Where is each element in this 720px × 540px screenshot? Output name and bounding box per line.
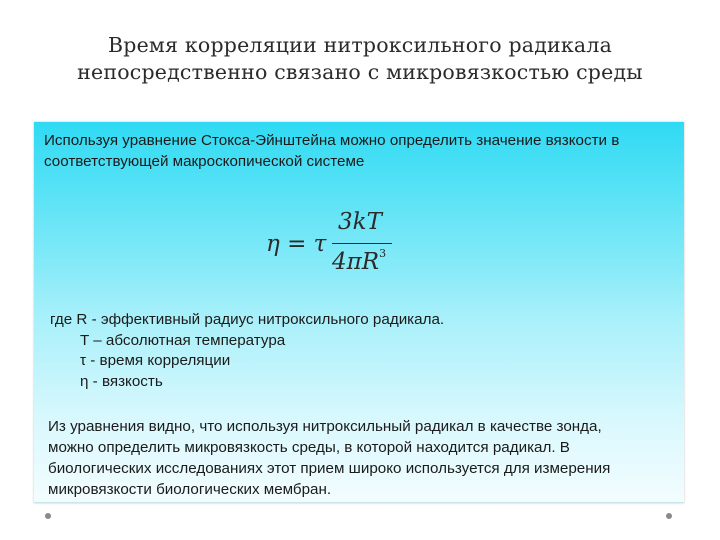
conclusion-line: можно определить микровязкость среды, в которой находится радикал. В — [48, 439, 570, 456]
definition-radius: где R - эффективный радиус нитроксильного радикала. — [50, 311, 445, 328]
conclusion-line: микровязкости биологических мембран. — [48, 481, 332, 498]
conclusion-line: биологических исследованиях этот прием широко используется для измерения — [48, 460, 611, 477]
conclusion-line: Из уравнения видно, что используя нитроксильный радикал в качестве зонда, — [48, 418, 602, 435]
definition-viscosity: η - вязкость — [80, 372, 163, 390]
content-panel — [34, 122, 684, 503]
slide-title — [60, 32, 660, 86]
slide-title-line-1: Время корреляции нитроксильного радикала — [107, 33, 612, 57]
formula-numerator: 3kT — [338, 209, 382, 235]
fraction-bar — [332, 243, 392, 244]
stokes-einstein-formula — [266, 209, 426, 279]
formula-denominator-exponent: 3 — [379, 247, 387, 260]
intro-line: соответствующей макроскопической системе — [44, 153, 365, 170]
conclusion-paragraph — [48, 416, 678, 500]
intro-line: Используя уравнение Стокса-Эйнштейна можно определить значение вязкости в — [44, 132, 620, 149]
variable-definitions — [50, 310, 444, 392]
definition-temperature: T – абсолютная температура — [80, 331, 286, 349]
slide-title-line-2: непосредственно связано с микровязкостью среды — [77, 60, 643, 84]
formula-lhs: η = τ — [266, 231, 327, 257]
formula-denominator — [332, 247, 386, 275]
formula-denominator-base: 4πR — [332, 249, 380, 275]
definition-correlation-time: τ - время корреляции — [80, 352, 231, 369]
bullet-dot-left — [45, 513, 51, 519]
intro-paragraph — [44, 130, 676, 172]
bullet-dot-right — [666, 513, 672, 519]
